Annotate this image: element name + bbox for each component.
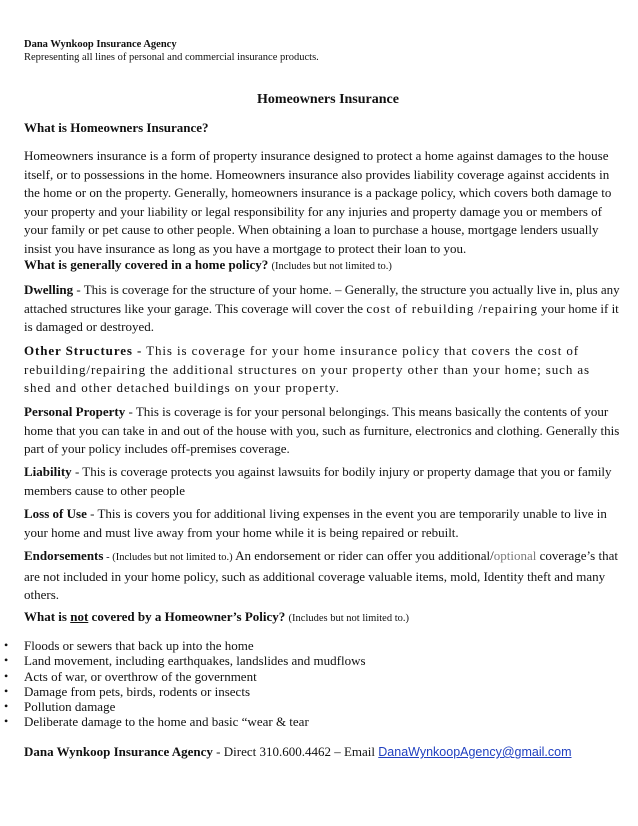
what-is-paragraph: Homeowners insurance is a form of property insurance designed to protect a home against damages to the house itself, or to possessions in the home. Homeowners insurance also provides liability coverage against accidents in the home or on the property. Generally, homeowners insurance is a package policy, which covers both damage to your property and your liability or legal responsibility for any injuries and property damage you or members of your family or pet cause to other people. When obtaining a loan to purchase a house, mortgage lenders usually insist you have insurance as long as you have a mortgage to protect their loan to you.: [24, 148, 612, 256]
list-item: [0, 699, 366, 714]
dwelling-text-end: your home if it is damaged or destroyed.: [24, 300, 619, 334]
personal-property-term: Personal Property: [24, 404, 126, 419]
not-covered-note: (Includes but not limited to.): [288, 613, 409, 624]
personal-property-text: - This is coverage is for your personal belongings. This means basically the contents of your home that you can take in and out of the house with you, such as furniture, electronics and clothing. Generally this part of your policy includes off-premises coverage.: [24, 404, 620, 456]
personal-property-paragraph: [24, 403, 620, 459]
agency-name: Dana Wynkoop Insurance Agency: [24, 39, 177, 50]
not-covered-question-a: What is: [24, 609, 71, 624]
page-title: Homeowners Insurance: [257, 92, 399, 107]
list-item-text: Acts of war, or overthrow of the government: [24, 668, 257, 684]
list-item: [0, 684, 366, 699]
loss-of-use-term: Loss of Use: [24, 506, 87, 521]
loss-of-use-text: - This is covers you for additional living expenses in the event you are temporarily unable to live in your home and must live away from your home while it is being repaired or rebuilt.: [24, 506, 607, 540]
list-item-text: Damage from pets, birds, rodents or insects: [24, 683, 251, 699]
dwelling-term: Dwelling: [24, 282, 74, 297]
bullet-icon: •: [4, 699, 9, 714]
covered-question: What is generally covered in a home policy?: [24, 257, 269, 272]
agency-tagline: Representing all lines of personal and commercial insurance products.: [24, 52, 319, 63]
list-item: [0, 653, 366, 668]
other-structures-paragraph: [24, 342, 620, 398]
bullet-icon: •: [4, 653, 9, 668]
list-item: [0, 638, 366, 653]
endorsements-optional: optional: [493, 548, 537, 563]
list-item-text: Deliberate damage to the home and basic “wear & tear: [24, 714, 309, 730]
endorsements-paragraph: [24, 547, 620, 605]
liability-paragraph: [24, 463, 620, 500]
endorsements-text-a: An endorsement or rider can offer you additional/: [232, 548, 494, 563]
not-covered-question-b: covered by a Homeowner’s Policy?: [88, 609, 286, 624]
letterhead: [24, 38, 319, 64]
bullet-icon: •: [4, 683, 9, 698]
other-structures-term: Other Structures -: [24, 343, 143, 358]
bullet-icon: •: [4, 668, 9, 683]
dwelling-paragraph: [24, 281, 620, 337]
list-item-text: Land movement, including earthquakes, landslides and mudflows: [24, 653, 366, 669]
liability-text: - This is coverage protects you against lawsuits for bodily injury or property damage that you or family members cause to other people: [24, 464, 612, 498]
endorsements-note: - (Includes but not limited to.): [103, 552, 233, 563]
loss-of-use-paragraph: [24, 505, 620, 542]
list-item: [0, 669, 366, 684]
not-covered-heading: [24, 608, 620, 629]
list-item: [0, 714, 366, 729]
dwelling-text-spaced: cost of rebuilding /repairing: [366, 300, 538, 316]
endorsements-text-b: coverage’s that are not included in your home policy, such as additional coverage valuable items, mold, Identity theft and many others.: [24, 548, 618, 602]
footer-contact: [24, 744, 572, 760]
footer-agency: Dana Wynkoop Insurance Agency: [24, 744, 213, 759]
covered-note: (Includes but not limited to.): [271, 261, 392, 272]
dwelling-text: - This is coverage for the structure of your home. – Generally, the structure you actually live in, plus any attached structures like your garage. This coverage will cover the: [24, 282, 620, 316]
list-item-text: Pollution damage: [24, 699, 116, 715]
email-link[interactable]: DanaWynkoopAgency@gmail.com: [378, 745, 572, 759]
footer-contact-text: - Direct 310.600.4462 – Email: [212, 744, 379, 759]
bullet-icon: •: [4, 714, 9, 729]
what-is-question: What is Homeowners Insurance?: [24, 120, 209, 135]
not-covered-list: [0, 638, 366, 730]
liability-term: Liability: [24, 464, 72, 479]
covered-heading: [24, 256, 620, 277]
bullet-icon: •: [4, 638, 9, 652]
not-covered-question-not: not: [70, 609, 89, 624]
other-structures-text: This is coverage for your home insurance policy that covers the cost of rebuilding/repairing the additional structures on your property other than your home; such as shed and other detached buildings on your property.: [24, 343, 591, 395]
what-is-heading: [24, 119, 620, 138]
endorsements-term: Endorsements: [24, 548, 104, 563]
list-item-text: Floods or sewers that back up into the home: [24, 638, 254, 653]
